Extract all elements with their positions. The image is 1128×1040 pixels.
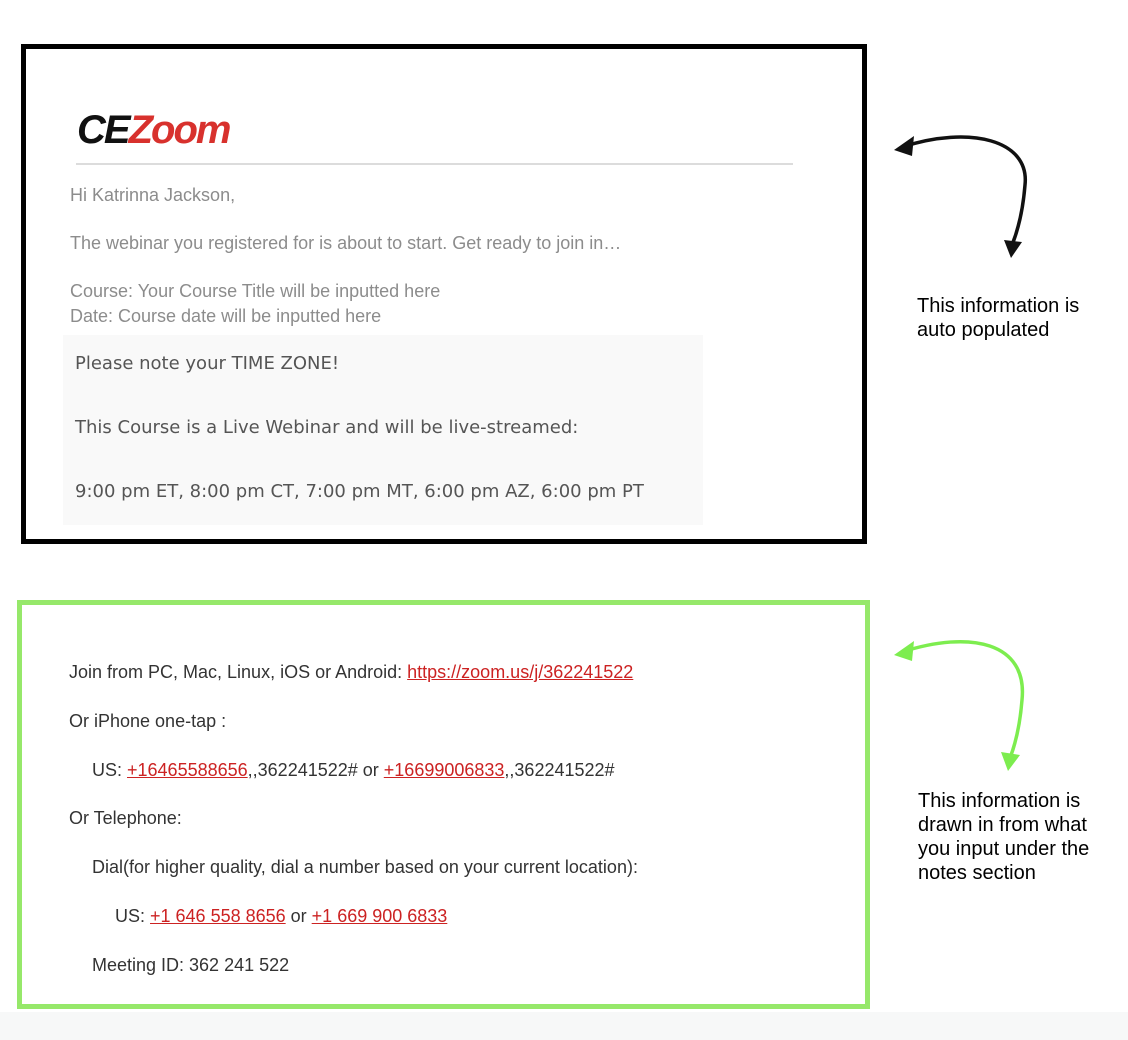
annotation-arrow-top [880, 130, 1040, 270]
cezoom-logo [77, 107, 229, 153]
annotation-auto-populated: This information is auto populated [917, 295, 1080, 341]
tap-number-2-link[interactable]: +16699006833 [383, 760, 505, 780]
dial-number-2-link[interactable]: +1 669 900 6833 [311, 906, 448, 926]
course-line: Course: Your Course Title will be inputted here [70, 281, 441, 301]
join-info-panel [17, 600, 870, 1009]
dial-number-1-link[interactable]: +1 646 558 8656 [150, 906, 286, 926]
annotation-arrow-bottom [880, 630, 1040, 780]
join-prefix: Join from PC, Mac, Linux, iOS or Android: [69, 662, 408, 682]
time-zone-note: Please note your TIME ZONE! [75, 353, 340, 374]
dial-numbers-line [115, 905, 447, 927]
email-preview-panel [21, 44, 867, 544]
intro-text: The webinar you registered for is about to start. Get ready to join in… [70, 233, 622, 253]
us-dial-prefix: US: [115, 906, 151, 926]
time-list: 9:00 pm ET, 8:00 pm CT, 7:00 pm MT, 6:00 pm AZ, 6:00 pm PT [75, 481, 644, 502]
telephone-label: Or Telephone: [69, 808, 182, 828]
logo-ce-text: CE [77, 108, 129, 152]
dial-instructions: Dial(for higher quality, dial a number based on your current location): [92, 857, 638, 877]
logo-zoom-text: Zoom [128, 108, 230, 152]
dial-or: or [285, 906, 312, 926]
date-line: Date: Course date will be inputted here [70, 306, 382, 326]
tap-number-1-link[interactable]: +16465588656 [127, 760, 248, 780]
iphone-label: Or iPhone one-tap : [69, 711, 227, 731]
one-tap-line [92, 759, 615, 781]
annotation-notes-section: This information is drawn in from what you input under the notes section [918, 790, 1090, 884]
greeting-text: Hi Katrinna Jackson, [70, 185, 236, 205]
us-prefix: US: [92, 760, 128, 780]
tap-suffix-1: ,,362241522# or [247, 760, 384, 780]
logo-divider [76, 163, 793, 165]
live-webinar-note: This Course is a Live Webinar and will be live-streamed: [75, 417, 579, 438]
tap-suffix-2: ,,362241522# [504, 760, 615, 780]
join-url-link[interactable]: https://zoom.us/j/362241522 [407, 662, 634, 682]
bottom-strip [0, 1012, 1128, 1040]
join-line [69, 661, 633, 683]
meeting-id: Meeting ID: 362 241 522 [92, 955, 290, 975]
